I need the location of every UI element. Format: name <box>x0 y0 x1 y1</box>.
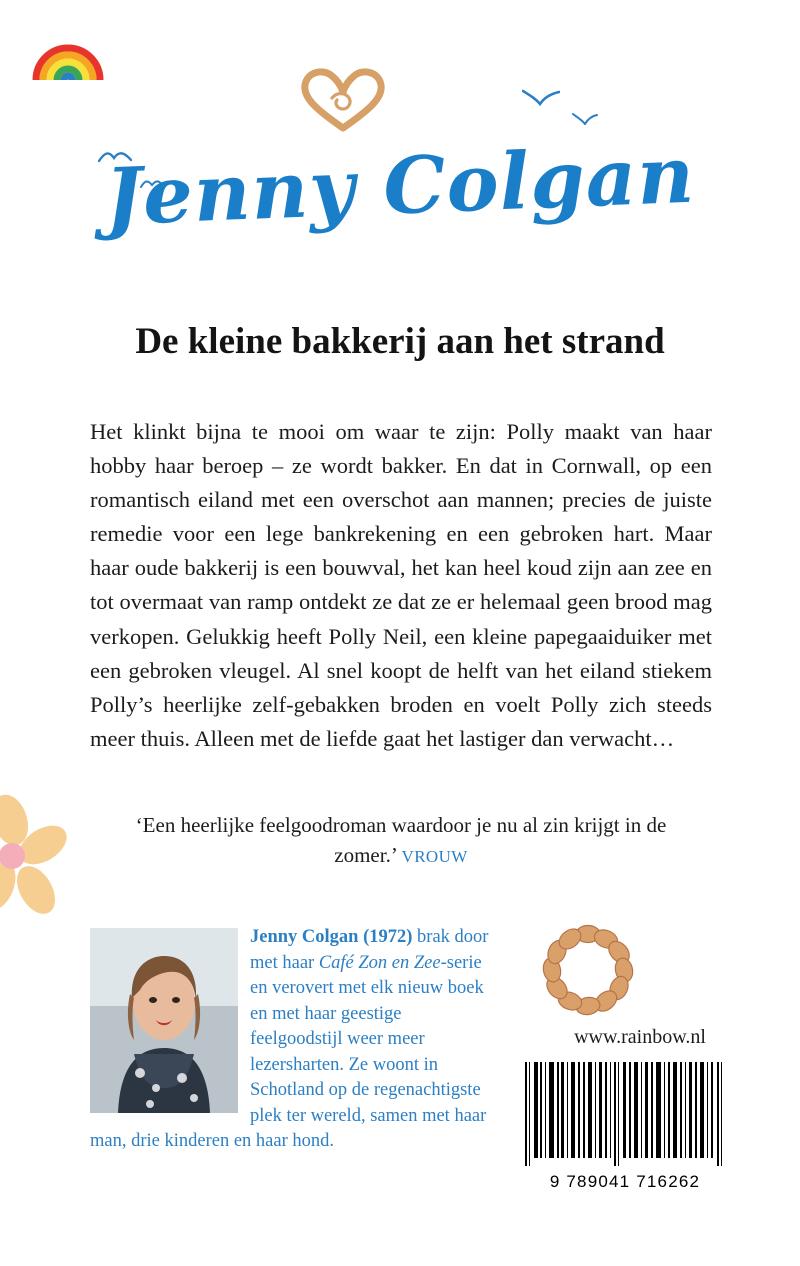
review-quote <box>110 810 692 871</box>
heart-doodle-icon <box>293 62 393 134</box>
bird-icon <box>522 88 560 106</box>
flower-decoration <box>0 790 98 950</box>
author-bio <box>90 925 490 1155</box>
isbn-number: 9 789041 716262 <box>549 1172 701 1191</box>
quote-source: VROUW <box>401 847 468 867</box>
bird-icon <box>572 112 598 125</box>
bio-series-title: Café Zon en Zee <box>318 952 441 973</box>
author-name: Jenny Colgan <box>103 129 697 244</box>
website-url: www.rainbow.nl <box>574 1026 706 1048</box>
bio-text-part1: brak door met haar <box>250 927 489 973</box>
page-title: De kleine bakkerij aan het strand <box>135 320 665 362</box>
pretzel-bread-icon <box>528 918 648 1023</box>
rainbow-logo <box>32 30 104 80</box>
blurb-text: Het klinkt bijna te mooi om waar te zijn: Polly maakt van haar hobby haar beroep – ze wordt bakker. En dat in Cornwall, op een romantisch eiland met een overschot aan mannen; precies de juiste remedie voor een lege bankrekening en een gebroken hart. Maar haar oude bakkerij is een bouwval, het kan heel koud zijn aan zee en tot overmaat van ramp ontdekt ze dat ze er helemaal geen brood mag verkopen. Gelukkig heeft Polly Neil, een kleine papegaaiduiker met een gebroken vleugel. Al snel koopt de helft van het eiland stiekem Polly’s heerlijke zelf-gebakken broden en voelt Polly zich steeds meer thuis. Alleen met de liefde gaat het lastiger dan verwacht… <box>90 418 712 752</box>
bio-author-name: Jenny Colgan (1972) <box>250 927 413 947</box>
quote-text: ‘Een heerlijke feelgoodroman waardoor je nu al zin krijgt in de zomer.’ <box>135 813 667 868</box>
author-portrait <box>90 928 238 1113</box>
bio-text-part2: -serie en verovert met elk nieuw boek en met haar geestige feelgoodstijl weer meer lezersharten. Ze woont in Schotland op de regenachtigste plek ter wereld, samen met haar man, drie kinderen en haar hond. <box>90 952 487 1152</box>
barcode <box>519 1058 731 1204</box>
